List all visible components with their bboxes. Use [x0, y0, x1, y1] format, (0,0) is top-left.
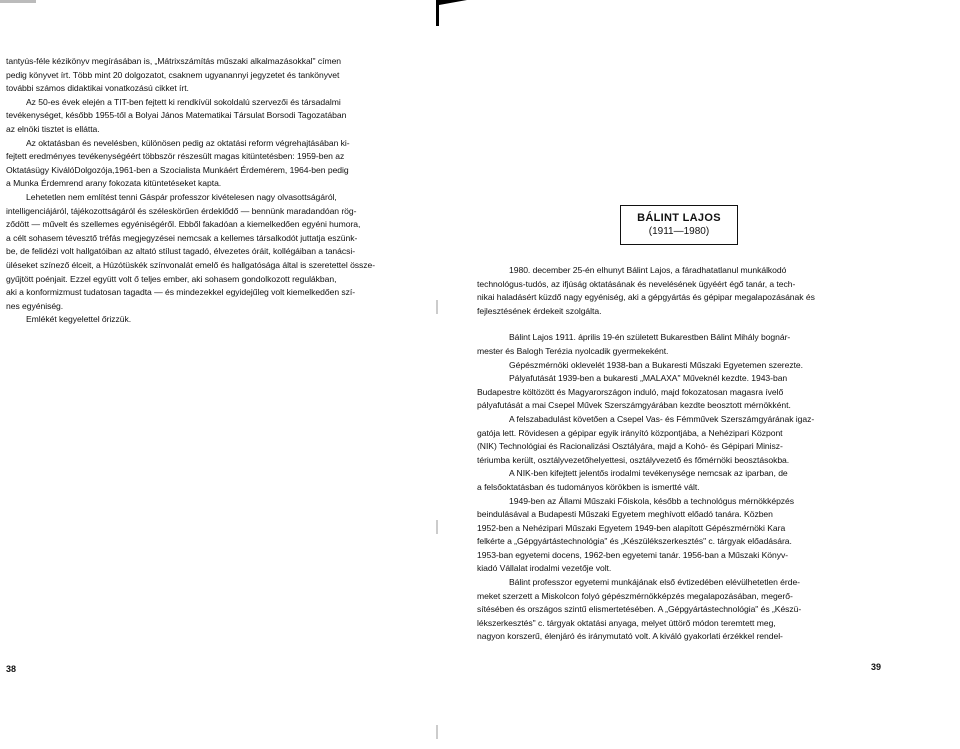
obituary-title-box [620, 205, 738, 245]
spine-flag [439, 0, 467, 5]
text-line: további számos didaktikai vonatkozású cikket írt. [6, 83, 189, 94]
page-number-right: 39 [871, 662, 882, 672]
text-line: Az 50-es évek elején a TIT-ben fejtett ki rendkívül sokoldalú szervezői és társadalmi [26, 96, 341, 107]
text-line: a Munka Érdemrend arany fokozata kitüntetéseket kapta. [6, 178, 222, 189]
text-line: gyűjtött poénjait. Ezzel együtt volt ő teljes ember, aki sohasem gondolkozott regulákban, [6, 273, 337, 284]
text-line: meket szerzett a Miskolcon folyó gépészmérnökképzés megalapozásában, megerő- [477, 590, 793, 601]
text-line: a célt sohasem tévesztő tréfás megjegyzései nemcsak a kellemes társalkodót juttatja eszünk- [6, 232, 358, 243]
obituary-years: (1911—1980) [648, 226, 710, 237]
left-page-text [6, 55, 426, 327]
text-line: gatója lett. Rövidesen a gépipar egyik irányító központjába, a Nehézipari Központ [477, 427, 783, 438]
text-line: 1953-ban egyetemi docens, 1962-ben egyetemi tanár. 1956-ban a Műszaki Könyv- [477, 549, 789, 560]
text-line: nikai haladásért küzdő nagy egyéniség, aki a gépgyártás és gépipar megalapozásának és [477, 292, 815, 303]
spine-dot [436, 725, 438, 739]
text-line: be, de felidézi volt hallgatóiban az altató stílust tagadó, élvezetes óráit, kollégáiban a tanácsi- [6, 246, 356, 257]
text-line: 1980. december 25-én elhunyt Bálint Lajos, a fáradhatatlanul munkálkodó [509, 265, 787, 275]
right-page-text [477, 264, 879, 644]
page-number-left: 38 [6, 664, 17, 674]
text-line: Pályafutását 1939-ben a bukaresti „MALAXA" Műveknél kezdte. 1943-ban [509, 373, 788, 384]
text-line: A NIK-ben kifejtett jelentős irodalmi tevékenysége nemcsak az iparban, de [509, 468, 788, 479]
text-line: Budapestre költözött és Magyarországon induló, majd fokozatosan magasra ívelő [477, 386, 784, 397]
text-line: pedig könyvet írt. Több mint 20 dolgozatot, csaknem ugyanannyi jegyzetet és tankönyvet [6, 69, 340, 80]
spine-dot [436, 520, 438, 534]
text-line: tevékenységet, később 1955-től a Bolyai János Matematikai Társulat Borsodi Tagozatában [6, 110, 347, 121]
text-line: Bálint professzor egyetemi munkájának első évtizedében elévülhetetlen érde- [509, 577, 800, 588]
text-line: fejtett eredményes tevékenységéért többször részesült magas kitüntetésben: 1959-ben az [6, 151, 345, 162]
text-line: Bálint Lajos 1911. április 19-én született Bukarestben Bálint Mihály bognár- [509, 332, 791, 343]
scan-corner-mark [0, 0, 36, 3]
text-line: az elnöki tisztet is ellátta. [6, 123, 100, 134]
text-line: technológus-tudós, az ifjúság oktatásának és nevelésének ügyéért égő tanár, a tech- [477, 278, 796, 289]
text-line: sítésében és országos szintű elismertetésében. A „Gépgyártástechnológia" és „Készü- [477, 604, 802, 615]
text-line: ződött — művelt és szellemes egyéniségéről. Ebből fakadóan a kiemelkedően egyéni humora, [6, 219, 361, 230]
text-line: Oktatásügy KiválóDolgozója,1961-ben a Szocialista Munkáért Érdemérem, 1964-ben pedig [6, 164, 349, 175]
text-line: Gépészmérnöki oklevelét 1938-ban a Bukaresti Műszaki Egyetemen szerezte. [509, 359, 803, 370]
text-line: lékszerkesztés" c. tárgyak oktatási anyaga, melyet úttörő módon teremtett meg, [477, 617, 776, 628]
text-line: tantyús-féle kézikönyv megírásában is, „Mátrixszámítás műszaki alkalmazásokkal" címen [6, 56, 342, 66]
text-line: A felszabadulást követően a Csepel Vas- és Fémművek Szerszámgyárának igaz- [509, 413, 815, 424]
obituary-name: BÁLINT LAJOS [637, 212, 721, 224]
text-line: kiadó Vállalat irodalmi vezetője volt. [477, 563, 612, 574]
text-line: 1952-ben a Nehézipari Műszaki Egyetem 1949-ben alapított Gépészmérnöki Kara [477, 522, 786, 533]
text-line: a felsőoktatásban és tudományos körökben is ismertté vált. [477, 481, 700, 492]
text-line: Az oktatásban és nevelésben, különösen pedig az oktatási reform végrehajtásában ki- [26, 137, 350, 148]
text-line: aki a konformizmust tudatosan tagadta — és mindezekkel egyidejűleg volt kiemelkedően szí- [6, 287, 356, 298]
text-line: (NIK) Technológiai és Racionalizási Osztályára, majd a Kohó- és Gépipari Minisz- [477, 441, 783, 452]
text-line: nes egyéniség. [6, 300, 64, 311]
text-line: felkérte a „Gépgyártástechnológia" és „Készülékszerkesztés" c. tárgyak előadására. [477, 536, 792, 547]
text-line: mester és Balogh Terézia nyolcadik gyermekeként. [477, 345, 669, 356]
text-line: Emlékét kegyelettel őrizzük. [26, 314, 132, 325]
text-line: tériumba került, osztályvezetőhelyettesi, osztályvezető és főmérnöki beosztásokba. [477, 454, 790, 465]
text-line: pályafutását a mai Csepel Művek Szerszámgyárában kezdte beosztott mérnökként. [477, 400, 791, 411]
text-line: nagyon korszerű, élenjáró és iránymutató volt. A kiváló gyakorlati érzékkel rendel- [477, 631, 783, 642]
text-line: beindulásával a Budapesti Műszaki Egyetem meghívott előadó tanára. Közben [477, 509, 773, 520]
text-line: Lehetetlen nem említést tenni Gáspár professzor kivételesen nagy olvasottságáról, [26, 191, 337, 202]
text-line: üléseket színező élceit, a Húzótüskék színvonalát emelő és hallgatósága által is szeretettel össze- [6, 259, 376, 270]
text-line: fejlesztésének érdekeit szolgálta. [477, 305, 602, 316]
text-line: 1949-ben az Állami Műszaki Főiskola, később a technológus mérnökképzés [509, 495, 795, 506]
spine-dot [436, 300, 438, 314]
text-line: intelligenciájáról, tájékozottságáról és széleskörűen érdeklődő — bennünk maradandóan rög- [6, 205, 357, 216]
